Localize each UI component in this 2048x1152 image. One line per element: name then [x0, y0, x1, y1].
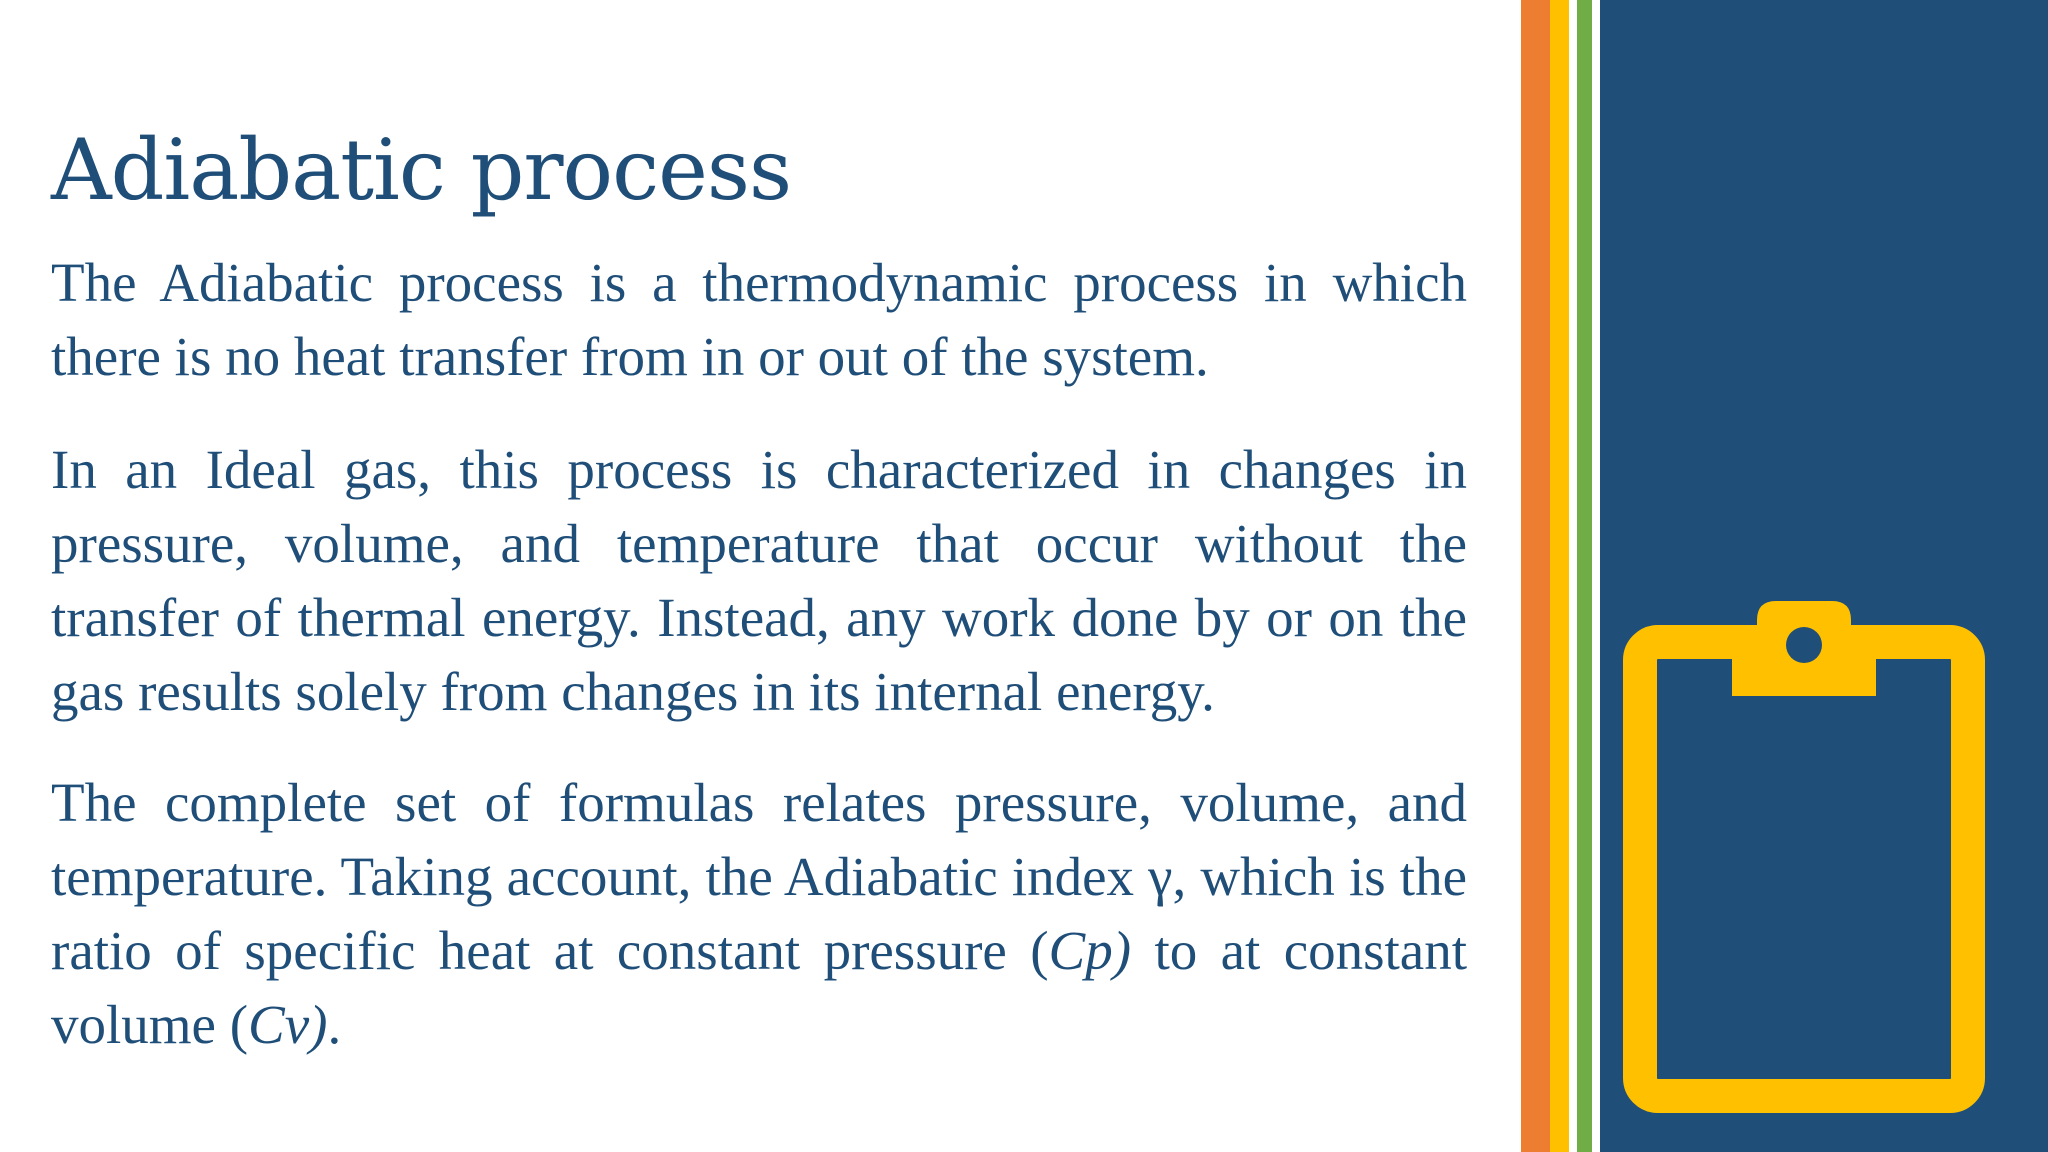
- slide-title: Adiabatic process: [51, 121, 792, 219]
- formulas-text-part2: to at constant volume (: [51, 920, 1467, 1055]
- orange-stripe: [1521, 0, 1550, 1152]
- formulas-text-part1: The complete set of formulas relates pressure, volume, and temperature. Taking account, the Adiabatic index γ, which is the ratio of specific heat at constant pressure (: [51, 772, 1467, 981]
- stripe-gap-2: [1592, 0, 1600, 1152]
- paragraph-formulas: [51, 766, 1467, 1062]
- cv-symbol: Cv): [248, 994, 328, 1055]
- stripe-gap: [1569, 0, 1577, 1152]
- paragraph-definition: The Adiabatic process is a thermodynamic process in which there is no heat transfer from in or out of the system.: [51, 252, 1467, 387]
- formulas-text-part3: .: [327, 994, 342, 1055]
- green-stripe: [1577, 0, 1592, 1152]
- cp-symbol: Cp): [1048, 920, 1132, 981]
- paragraph-ideal-gas: In an Ideal gas, this process is characterized in changes in pressure, volume, and temperature that occur without the transfer of thermal energy. Instead, any work done by or on the gas results solely from changes in its internal energy.: [51, 439, 1467, 722]
- yellow-stripe: [1550, 0, 1569, 1152]
- clipboard-icon: [1622, 598, 1986, 1114]
